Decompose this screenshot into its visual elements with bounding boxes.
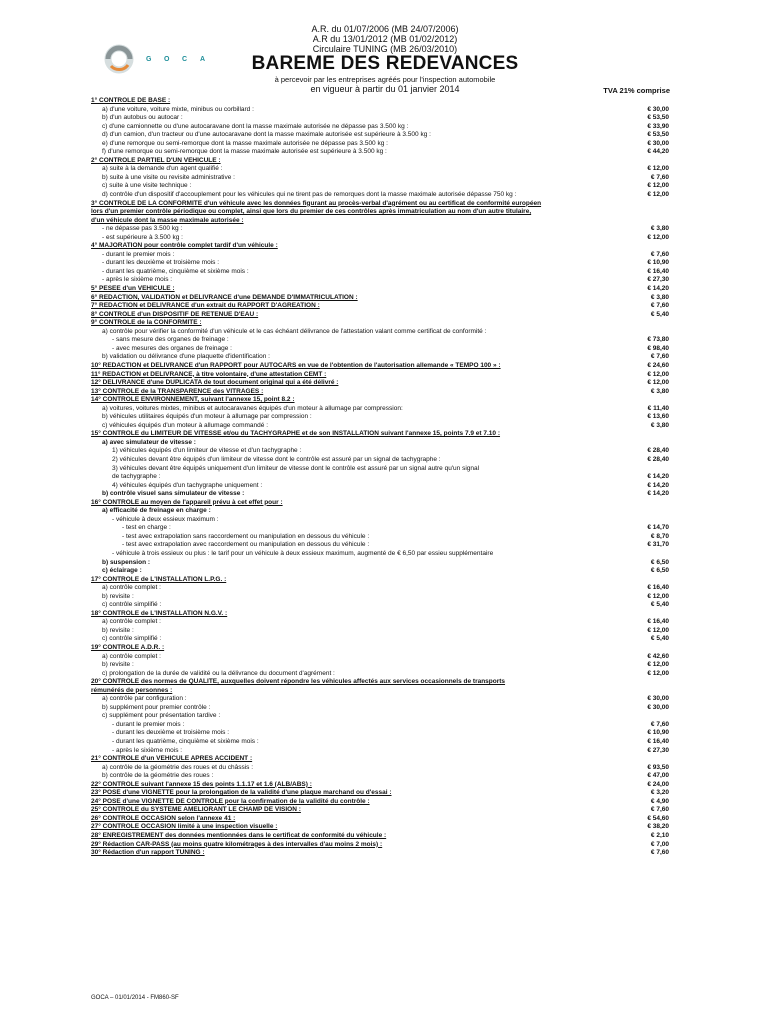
tariff-price: € 14,20: [647, 473, 669, 481]
tariff-description: a) avec simulateur de vitesse :: [102, 438, 196, 446]
tariff-section-row: [91, 311, 671, 320]
tariff-description: d'un véhicule dont la masse maximale autorisée :: [91, 216, 244, 224]
tariff-description: 3° CONTROLE DE LA CONFORMITE d'un véhicule avec les données figurant au procès-verbal d'agrément ou au certificat de conformité européen: [91, 199, 542, 207]
logo-letter: G: [146, 56, 152, 63]
tariff-price: € 38,20: [647, 823, 669, 831]
tariff-description: 20° CONTROLE des normes de QUALITE, auxquelles doivent répondre les véhicules affectés aux services occasionnels de transports: [91, 678, 506, 686]
tariff-section-row: [91, 217, 671, 226]
tariff-description: 28° ENREGISTREMENT des données mentionnées dans le certificat de conformité du véhicule :: [91, 832, 387, 840]
tariff-item-row: [91, 439, 671, 448]
tariff-price: € 47,00: [647, 772, 669, 780]
tariff-description: d) contrôle d'un dispositif d'accouplement pour les véhicules qui ne tirent pas de remorques dont la masse maximale autorisée dépasse 750 kg :: [102, 191, 517, 199]
tariff-price: € 14,20: [647, 490, 669, 498]
tariff-section-row: [91, 157, 671, 166]
tariff-item-row: [91, 712, 671, 721]
tariff-description: - après le sixième mois :: [102, 276, 173, 284]
tariff-price: € 5,40: [650, 310, 669, 318]
tariff-description: 18° CONTROLE de L'INSTALLATION N.G.V. :: [91, 609, 228, 617]
tariff-section-row: [91, 294, 671, 303]
tariff-description: f) d'une remorque ou semi-remorque dont la masse maximale autorisée est supérieure à 3.500 kg :: [102, 148, 387, 156]
legal-reference: A.R du 13/01/2012 (MB 01/02/2012): [312, 34, 458, 44]
tariff-description: b) validation ou délivrance d'une plaquette d'identification :: [102, 353, 270, 361]
tariff-description: a) contrôle complet :: [102, 618, 161, 626]
tariff-description: 26° CONTROLE OCCASION selon l'annexe 41 :: [91, 814, 236, 822]
tariff-item-row: [91, 482, 671, 491]
tariff-price: € 3,80: [650, 225, 669, 233]
tariff-description: 25° CONTROLE du SYSTEME AMELIORANT LE CHAMP DE VISION :: [91, 806, 301, 814]
tariff-item-row: [91, 165, 671, 174]
tariff-item-row: [91, 123, 671, 132]
tariff-item-row: [91, 225, 671, 234]
tariff-item-row: [91, 276, 671, 285]
tariff-description: 23° POSE d'une VIGNETTE pour la prolongation de la validité d'une plaque marchand ou d'essai :: [91, 789, 392, 797]
tariff-description: a) contrôle de la géométrie des roues et du châssis :: [102, 763, 254, 771]
logo-letter: A: [200, 56, 206, 63]
tariff-description: b) véhicules utilitaires équipés d'un moteur à allumage par compression :: [102, 413, 312, 421]
tariff-item-row: [91, 764, 671, 773]
tariff-section-row: [91, 823, 671, 832]
tariff-section-row: [91, 200, 671, 209]
tariff-price: € 27,30: [647, 746, 669, 754]
tariff-item-row: [91, 653, 671, 662]
tariff-price: € 6,50: [650, 558, 669, 566]
tariff-description: - durant le premier mois :: [102, 250, 175, 258]
tariff-price: € 24,00: [647, 780, 669, 788]
tariff-section-row: [91, 371, 671, 380]
tariff-description: c) prolongation de la durée de validité ou la délivrance du document d'agrément :: [102, 669, 335, 677]
tariff-item-row: [91, 465, 671, 474]
tariff-description: de tachygraphe :: [112, 473, 161, 481]
tariff-price: € 12,00: [647, 669, 669, 677]
tariff-price: € 10,90: [647, 259, 669, 267]
tariff-item-row: [91, 413, 671, 422]
tariff-item-row: [91, 353, 671, 362]
tariff-price: € 93,50: [647, 763, 669, 771]
tariff-description: - ne dépasse pas 3.500 kg :: [102, 225, 183, 233]
tariff-price: € 33,90: [647, 122, 669, 130]
tariff-description: d) d'un camion, d'un tracteur ou d'une autocaravane dont la masse maximale autorisée est supérieure à 3.500 kg :: [102, 131, 431, 139]
tariff-section-row: [91, 678, 671, 687]
tariff-item-row: [91, 345, 671, 354]
tariff-price: € 11,40: [647, 404, 669, 412]
tariff-section-row: [91, 849, 671, 858]
tariff-description: 4) véhicules équipés d'un tachygraphe uniquement :: [112, 481, 263, 489]
tariff-item-row: [91, 328, 671, 337]
logo-letter: O: [164, 56, 170, 63]
tariff-description: 27° CONTROLE OCCASION limité à une inspection visuelle :: [91, 823, 278, 831]
tariff-item-row: [91, 140, 671, 149]
tariff-description: b) suite à une visite ou revisite administrative :: [102, 173, 235, 181]
tariff-price: € 2,10: [650, 832, 669, 840]
tariff-price: € 5,40: [650, 635, 669, 643]
tariff-description: a) suite à la demande d'un agent qualifié :: [102, 165, 223, 173]
tariff-description: b) contrôle de la géométrie des roues :: [102, 772, 214, 780]
tariff-description: - durant les deuxième et troisième mois :: [112, 729, 230, 737]
tariff-description: b) revisite :: [102, 661, 134, 669]
tariff-section-row: [91, 362, 671, 371]
document-header: [0, 0, 770, 98]
tariff-section-row: [91, 302, 671, 311]
tariff-item-row: [91, 533, 671, 542]
tariff-item-row: [91, 541, 671, 550]
tariff-item-row: [91, 174, 671, 183]
tariff-description: 22° CONTROLE suivant l'annexe 15 des points 1.1.17 et 1.6 (ALB/ABS) :: [91, 780, 312, 788]
tariff-item-row: [91, 747, 671, 756]
tariff-description: c) véhicules équipés d'un moteur à allumage commandé :: [102, 421, 268, 429]
tariff-item-row: [91, 268, 671, 277]
tariff-item-row: [91, 405, 671, 414]
tariff-price: € 53,50: [647, 114, 669, 122]
tariff-price: € 14,70: [647, 524, 669, 532]
tariff-section-row: [91, 789, 671, 798]
tariff-description: a) d'une voiture, voiture mixte, minibus ou corbillard :: [102, 105, 254, 113]
tariff-section-row: [91, 430, 671, 439]
tariff-item-row: [91, 473, 671, 482]
tariff-price: € 30,00: [647, 695, 669, 703]
tariff-description: - test avec extrapolation avec raccordement ou manipulation en dessous du véhicule :: [122, 541, 370, 549]
tariff-description: 2) véhicules devant être équipés d'un limiteur de vitesse dont le contrôle est assuré par un signal de tachygraphe :: [112, 455, 441, 463]
tariff-price: € 31,70: [647, 541, 669, 549]
tariff-price: € 4,90: [650, 797, 669, 805]
tariff-description: 14° CONTROLE ENVIRONNEMENT, suivant l'annexe 15, point 8.2 :: [91, 396, 295, 404]
tariff-description: b) revisite :: [102, 626, 134, 634]
tariff-item-row: [91, 456, 671, 465]
tariff-section-row: [91, 319, 671, 328]
tariff-item-row: [91, 729, 671, 738]
tariff-price: € 3,80: [650, 293, 669, 301]
tariff-description: e) d'une remorque ou semi-remorque dont la masse maximale autorisée ne dépasse pas 3.500 kg :: [102, 139, 388, 147]
tariff-section-row: [91, 97, 671, 106]
tariff-description: b) revisite :: [102, 592, 134, 600]
tariff-price: € 12,00: [647, 165, 669, 173]
goca-logo-swirl-icon: [102, 42, 136, 76]
tariff-section-row: [91, 379, 671, 388]
logo-letter: C: [182, 56, 188, 63]
tariff-item-row: [91, 550, 671, 559]
tariff-price: € 7,60: [650, 353, 669, 361]
tariff-item-row: [91, 559, 671, 568]
tariff-section-row: [91, 841, 671, 850]
tariff-description: b) d'un autobus ou autocar :: [102, 114, 183, 122]
page-subtitle: à percevoir par les entreprises agréés pour l'inspection automobile: [274, 75, 496, 84]
tariff-price: € 7,60: [650, 302, 669, 310]
tariff-section-row: [91, 644, 671, 653]
tariff-description: 12° DELIVRANCE d'une DUPLICATA de tout document original qui a été délivré :: [91, 379, 339, 387]
tariff-item-row: [91, 490, 671, 499]
tariff-price: € 6,50: [650, 567, 669, 575]
tariff-description: 2° CONTROLE PARTIEL D'UN VEHICULE :: [91, 156, 221, 164]
tariff-description: - test avec extrapolation sans raccordement ou manipulation en dessous du véhicule :: [122, 532, 370, 540]
tariff-price: € 3,80: [650, 421, 669, 429]
tariff-description: 13° CONTROLE de la TRANSPARENCE des VITRAGES :: [91, 387, 264, 395]
tariff-description: 5° PESEE d'un VEHICULE :: [91, 285, 175, 293]
tariff-item-row: [91, 191, 671, 200]
tariff-description: 15° CONTROLE du LIMITEUR DE VITESSE et/ou du TACHYGRAPHE et de son INSTALLATION suivant l'annexe 15, points 7.9 et 7.10 :: [91, 430, 501, 438]
tariff-price: € 7,60: [650, 720, 669, 728]
tariff-item-row: [91, 772, 671, 781]
tariff-price: € 54,60: [647, 814, 669, 822]
tariff-description: 11° REDACTION et DELIVRANCE, à titre volontaire, d'une attestation CEMT :: [91, 370, 327, 378]
tariff-item-row: [91, 584, 671, 593]
tariff-list: [91, 97, 671, 858]
tariff-item-row: [91, 635, 671, 644]
tariff-description: 1) véhicules équipés d'un limiteur de vitesse et d'un tachygraphe :: [112, 447, 302, 455]
tariff-description: a) contrôle par configuration :: [102, 695, 187, 703]
tariff-section-row: [91, 687, 671, 696]
goca-logo: [102, 42, 207, 78]
tariff-item-row: [91, 106, 671, 115]
tariff-price: € 44,20: [647, 148, 669, 156]
tariff-section-row: [91, 832, 671, 841]
tariff-item-row: [91, 738, 671, 747]
tariff-price: € 7,60: [650, 173, 669, 181]
tariff-description: 29° Rédaction CAR-PASS (au moins quatre kilométrages à des intervalles d'au moins 2 mois) :: [91, 840, 383, 848]
tariff-price: € 73,80: [647, 336, 669, 344]
tva-note: TVA 21% comprise: [603, 86, 670, 95]
tariff-description: b) contrôle visuel sans simulateur de vitesse :: [102, 490, 245, 498]
tariff-price: € 5,40: [650, 601, 669, 609]
tariff-price: € 28,40: [647, 455, 669, 463]
tariff-description: - durant les quatrième, cinquième et sixième mois :: [112, 738, 259, 746]
tariff-price: € 7,60: [650, 849, 669, 857]
tariff-item-row: [91, 182, 671, 191]
tariff-item-row: [91, 516, 671, 525]
tariff-price: € 16,40: [647, 267, 669, 275]
tariff-price: € 16,40: [647, 738, 669, 746]
tariff-description: 3) véhicules devant être équipés uniquement d'un limiteur de vitesse dont le contrôle est assuré par un signal autre qu'un signal: [112, 464, 480, 472]
validity-date: en vigueur à partir du 01 janvier 2014: [310, 84, 460, 94]
tariff-description: 1° CONTROLE DE BASE :: [91, 97, 171, 104]
tariff-price: € 12,00: [647, 370, 669, 378]
tariff-price: € 14,20: [647, 481, 669, 489]
tariff-price: € 12,00: [647, 661, 669, 669]
tariff-price: € 3,80: [650, 387, 669, 395]
tariff-description: 30° Rédaction d'un rapport TUNING :: [91, 849, 205, 857]
tariff-section-row: [91, 499, 671, 508]
tariff-item-row: [91, 507, 671, 516]
tariff-item-row: [91, 618, 671, 627]
tariff-description: 17° CONTROLE de L'INSTALLATION L.P.G. :: [91, 575, 227, 583]
tariff-item-row: [91, 627, 671, 636]
tariff-price: € 12,00: [647, 592, 669, 600]
tariff-price: € 27,30: [647, 276, 669, 284]
tariff-description: 21° CONTROLE d'un VEHICULE APRES ACCIDENT :: [91, 755, 253, 763]
tariff-section-row: [91, 396, 671, 405]
tariff-item-row: [91, 131, 671, 140]
tariff-description: b) suspension :: [102, 558, 151, 566]
legal-reference: A.R. du 01/07/2006 (MB 24/07/2006): [311, 24, 459, 34]
tariff-section-row: [91, 610, 671, 619]
tariff-price: € 12,00: [647, 182, 669, 190]
tariff-description: c) éclairage :: [102, 567, 142, 575]
tariff-item-row: [91, 234, 671, 243]
tariff-price: € 12,00: [647, 379, 669, 387]
tariff-item-row: [91, 251, 671, 260]
tariff-description: a) contrôle complet :: [102, 584, 161, 592]
tariff-section-row: [91, 576, 671, 585]
tariff-description: - durant les deuxième et troisième mois :: [102, 259, 220, 267]
tariff-item-row: [91, 148, 671, 157]
tariff-item-row: [91, 721, 671, 730]
tariff-price: € 3,20: [650, 789, 669, 797]
tariff-description: c) d'une camionnette ou d'une autocaravane dont la masse maximale autorisée ne dépasse pas 3.500 kg :: [102, 122, 409, 130]
tariff-price: € 24,60: [647, 361, 669, 369]
tariff-description: c) contrôle simplifié :: [102, 635, 162, 643]
tariff-description: - est supérieure à 3.500 kg :: [102, 233, 183, 241]
tariff-description: - test en charge :: [122, 524, 171, 532]
tariff-price: € 7,60: [650, 806, 669, 814]
tariff-description: - véhicule à trois essieux ou plus : le tarif pour un véhicule à deux essieux maximum, augmenté de € 6,50 par essieu supplémentaire: [112, 549, 494, 557]
tariff-item-row: [91, 601, 671, 610]
tariff-price: € 28,40: [647, 447, 669, 455]
tariff-description: c) supplément pour présentation tardive :: [102, 712, 221, 720]
tariff-price: € 30,00: [647, 139, 669, 147]
tariff-item-row: [91, 593, 671, 602]
tariff-price: € 30,00: [647, 703, 669, 711]
tariff-section-row: [91, 208, 671, 217]
tariff-description: 10° REDACTION et DELIVRANCE d'un RAPPORT pour AUTOCARS en vue de l'obtention de l'autorisation allemande « TEMPO 100 » :: [91, 361, 501, 369]
tariff-price: € 12,00: [647, 191, 669, 199]
tariff-price: € 7,60: [650, 250, 669, 258]
tariff-description: 6° REDACTION, VALIDATION et DELIVRANCE d'une DEMANDE D'IMMATRICULATION :: [91, 293, 358, 301]
tariff-description: 16° CONTROLE au moyen de l'appareil prévu à cet effet pour :: [91, 498, 283, 506]
tariff-section-row: [91, 806, 671, 815]
tariff-description: c) suite à une visite technique :: [102, 182, 192, 190]
tariff-description: - véhicule à deux essieux maximum :: [112, 515, 219, 523]
tariff-description: a) contrôle pour vérifier la conformité d'un véhicule et le cas échéant délivrance de l'attestation valant comme certificat de conformité :: [102, 327, 487, 335]
tariff-description: - durant le premier mois :: [112, 720, 185, 728]
tariff-section-row: [91, 242, 671, 251]
tariff-description: - après le sixième mois :: [112, 746, 183, 754]
tariff-item-row: [91, 670, 671, 679]
tariff-price: € 53,50: [647, 131, 669, 139]
tariff-item-row: [91, 567, 671, 576]
page-title: BAREME DES REDEVANCES: [251, 53, 519, 74]
tariff-section-row: [91, 755, 671, 764]
tariff-item-row: [91, 661, 671, 670]
tariff-description: rémunérés de personnes :: [91, 686, 173, 694]
tariff-price: € 12,00: [647, 233, 669, 241]
tariff-item-row: [91, 114, 671, 123]
tariff-description: 4° MAJORATION pour contrôle complet tardif d'un véhicule :: [91, 242, 278, 250]
tariff-price: € 30,00: [647, 105, 669, 113]
tariff-description: a) contrôle complet :: [102, 652, 161, 660]
tariff-item-row: [91, 447, 671, 456]
tariff-price: € 8,70: [650, 532, 669, 540]
tariff-item-row: [91, 695, 671, 704]
tariff-price: € 16,40: [647, 584, 669, 592]
tariff-price: € 7,00: [650, 840, 669, 848]
tariff-price: € 13,60: [647, 413, 669, 421]
tariff-price: € 10,90: [647, 729, 669, 737]
tariff-price: € 12,00: [647, 626, 669, 634]
tariff-price: € 42,60: [647, 652, 669, 660]
tariff-item-row: [91, 524, 671, 533]
tariff-description: a) voitures, voitures mixtes, minibus et autocaravanes équipés d'un moteur à allumage par compression:: [102, 404, 403, 412]
tariff-description: 24° POSE d'une VIGNETTE DE CONTROLE pour la confirmation de la validité du contrôle :: [91, 797, 370, 805]
tariff-price: € 16,40: [647, 618, 669, 626]
document-footer: GOCA – 01/01/2014 - FM860-SF: [91, 995, 179, 1001]
tariff-description: 9° CONTROLE de la CONFORMITE :: [91, 319, 202, 327]
tariff-price: € 14,20: [647, 285, 669, 293]
tariff-description: - sans mesure des organes de freinage :: [112, 336, 229, 344]
tariff-item-row: [91, 336, 671, 345]
legal-reference: Circulaire TUNING (MB 26/03/2010): [312, 44, 458, 54]
tariff-description: b) supplément pour premier contrôle :: [102, 703, 211, 711]
tariff-section-row: [91, 781, 671, 790]
tariff-section-row: [91, 388, 671, 397]
tariff-section-row: [91, 285, 671, 294]
tariff-description: - durant les quatrième, cinquième et sixième mois :: [102, 267, 249, 275]
tariff-description: c) contrôle simplifié :: [102, 601, 162, 609]
tariff-description: 8° CONTROLE d'un DISPOSITIF DE RETENUE D'EAU :: [91, 310, 259, 318]
tariff-description: 7° REDACTION et DELIVRANCE d'un extrait du RAPPORT D'AGREATION :: [91, 302, 320, 310]
tariff-description: lors d'un premier contrôle périodique ou complet, ainsi que lors du premier de ces contrôles après immatriculation au nom d'un autre titulaire,: [91, 208, 532, 216]
tariff-description: - avec mesures des organes de freinage :: [112, 344, 232, 352]
tariff-item-row: [91, 704, 671, 713]
tariff-price: € 98,40: [647, 344, 669, 352]
tariff-description: 19° CONTROLE A.D.R. :: [91, 644, 165, 651]
tariff-description: a) efficacité de freinage en charge :: [102, 507, 211, 515]
tariff-item-row: [91, 259, 671, 268]
